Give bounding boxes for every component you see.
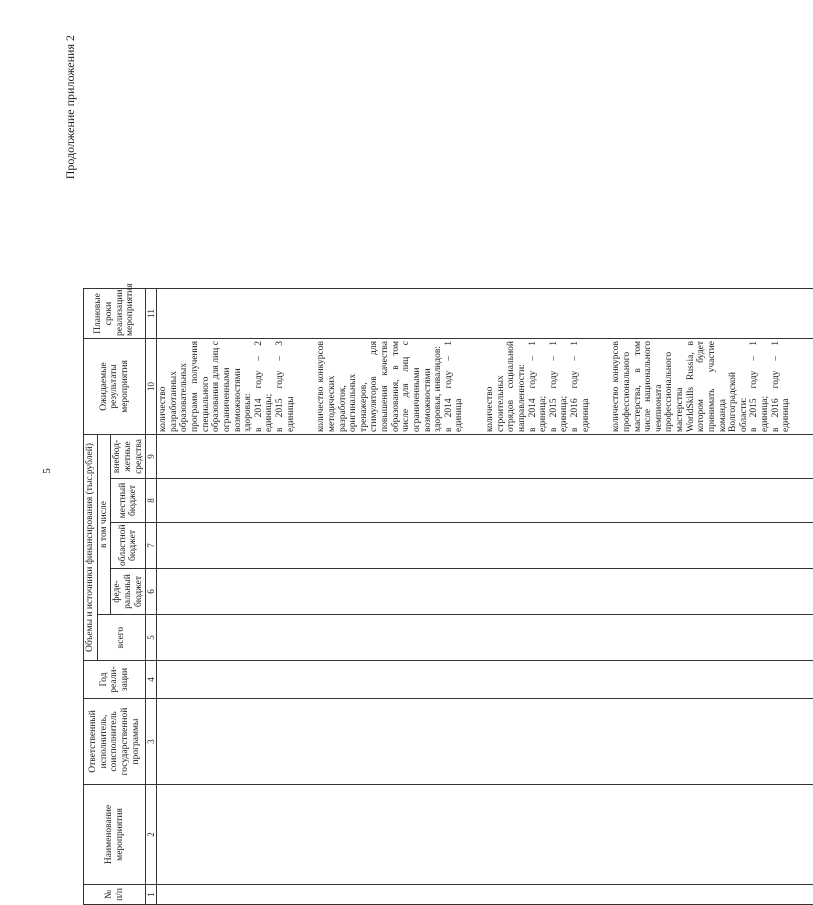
column-number: 2: [146, 785, 157, 885]
header-regional: областной бюджет: [111, 523, 146, 569]
table-cell: [157, 569, 813, 615]
result-block: [158, 341, 296, 432]
header-responsible: Ответственный исполнитель, соисполнитель государственной программы: [84, 699, 146, 785]
result-intro: количество конкурсов профессионального мастерства, в том числе национального чемпионата профессионального мастерства WorldSkills Russia, в котором будет принимать участие команда Волгоградской области:: [611, 340, 749, 432]
result-line: в 2016 году – 1 единица: [770, 340, 792, 432]
column-number: 9: [146, 434, 157, 478]
blank-cell: [146, 34, 157, 288]
table-cell: [157, 615, 813, 661]
column-number: 5: [146, 615, 157, 661]
table-cell: [157, 434, 813, 478]
header-total: всего: [97, 615, 146, 661]
column-number: 4: [146, 661, 157, 699]
result-block: [316, 341, 465, 432]
program-table: [83, 34, 813, 905]
rotated-content: [63, 35, 792, 905]
header-name: Наименование мероприятия: [84, 785, 146, 885]
table-cell: [157, 699, 813, 785]
result-line: в 2015 году – 1 единица;: [749, 340, 771, 432]
column-number: 8: [146, 479, 157, 523]
table-cell: [157, 479, 813, 523]
table-cell: [157, 661, 813, 699]
header-results: Ожидаемые результаты мероприятия: [84, 338, 146, 434]
result-block: [611, 341, 792, 432]
result-line: в 2014 году – 1 единица;: [527, 340, 549, 432]
result-block: [485, 341, 591, 432]
header-local: местный бюджет: [111, 479, 146, 523]
column-number: 11: [146, 288, 157, 338]
result-line: в 2014 году – 2 единицы;: [253, 340, 275, 432]
column-number: 3: [146, 699, 157, 785]
header-offbudget: внебюд-жетные средства: [111, 434, 146, 478]
table-cell: [157, 523, 813, 569]
header-num: № п/п: [84, 885, 146, 905]
header-federal: феде-ральный бюджет: [111, 569, 146, 615]
table-row: [157, 34, 813, 904]
result-intro: количество строительных отрядов социальной направленности:: [485, 340, 527, 432]
result-intro: количество конкурсов методических разработок, оригинальных тренажеров, стимуляторов для повышения качества образования, в том числе для лиц с ограниченными возможностями здоровья, инвалидов:: [316, 340, 444, 432]
column-number: 6: [146, 569, 157, 615]
table-cell: [157, 288, 813, 338]
header-year: Год реали-зации: [84, 661, 146, 699]
column-number: 10: [146, 338, 157, 434]
result-line: в 2016 году – 1 единица: [570, 340, 591, 432]
column-number: 1: [146, 885, 157, 905]
header-row-1: [84, 34, 98, 904]
column-number-row: [146, 34, 157, 904]
continuation-caption: Продолжение приложения 2: [63, 35, 77, 180]
header-funding: Объемы и источники финансирования (тыс.рублей): [84, 434, 98, 660]
page-number: 5: [40, 468, 53, 474]
table-cell: [157, 885, 813, 905]
blank-cell: [84, 34, 146, 288]
result-intro: количество разработанных образовательных программ получения специального образования для лиц с ограниченными возможностями здоровья:: [158, 340, 254, 432]
results-cell: [157, 338, 813, 434]
blank-cell: [157, 34, 813, 288]
header-including: в том числе: [97, 434, 111, 614]
column-number: 7: [146, 523, 157, 569]
result-line: в 2014 году – 1 единица: [443, 340, 465, 432]
header-terms: Плановые сроки реализации мероприятия: [84, 288, 146, 338]
table-cell: [157, 785, 813, 885]
result-line: в 2015 году – 3 единицы: [275, 340, 296, 432]
result-line: в 2015 году – 1 единица;: [548, 340, 570, 432]
